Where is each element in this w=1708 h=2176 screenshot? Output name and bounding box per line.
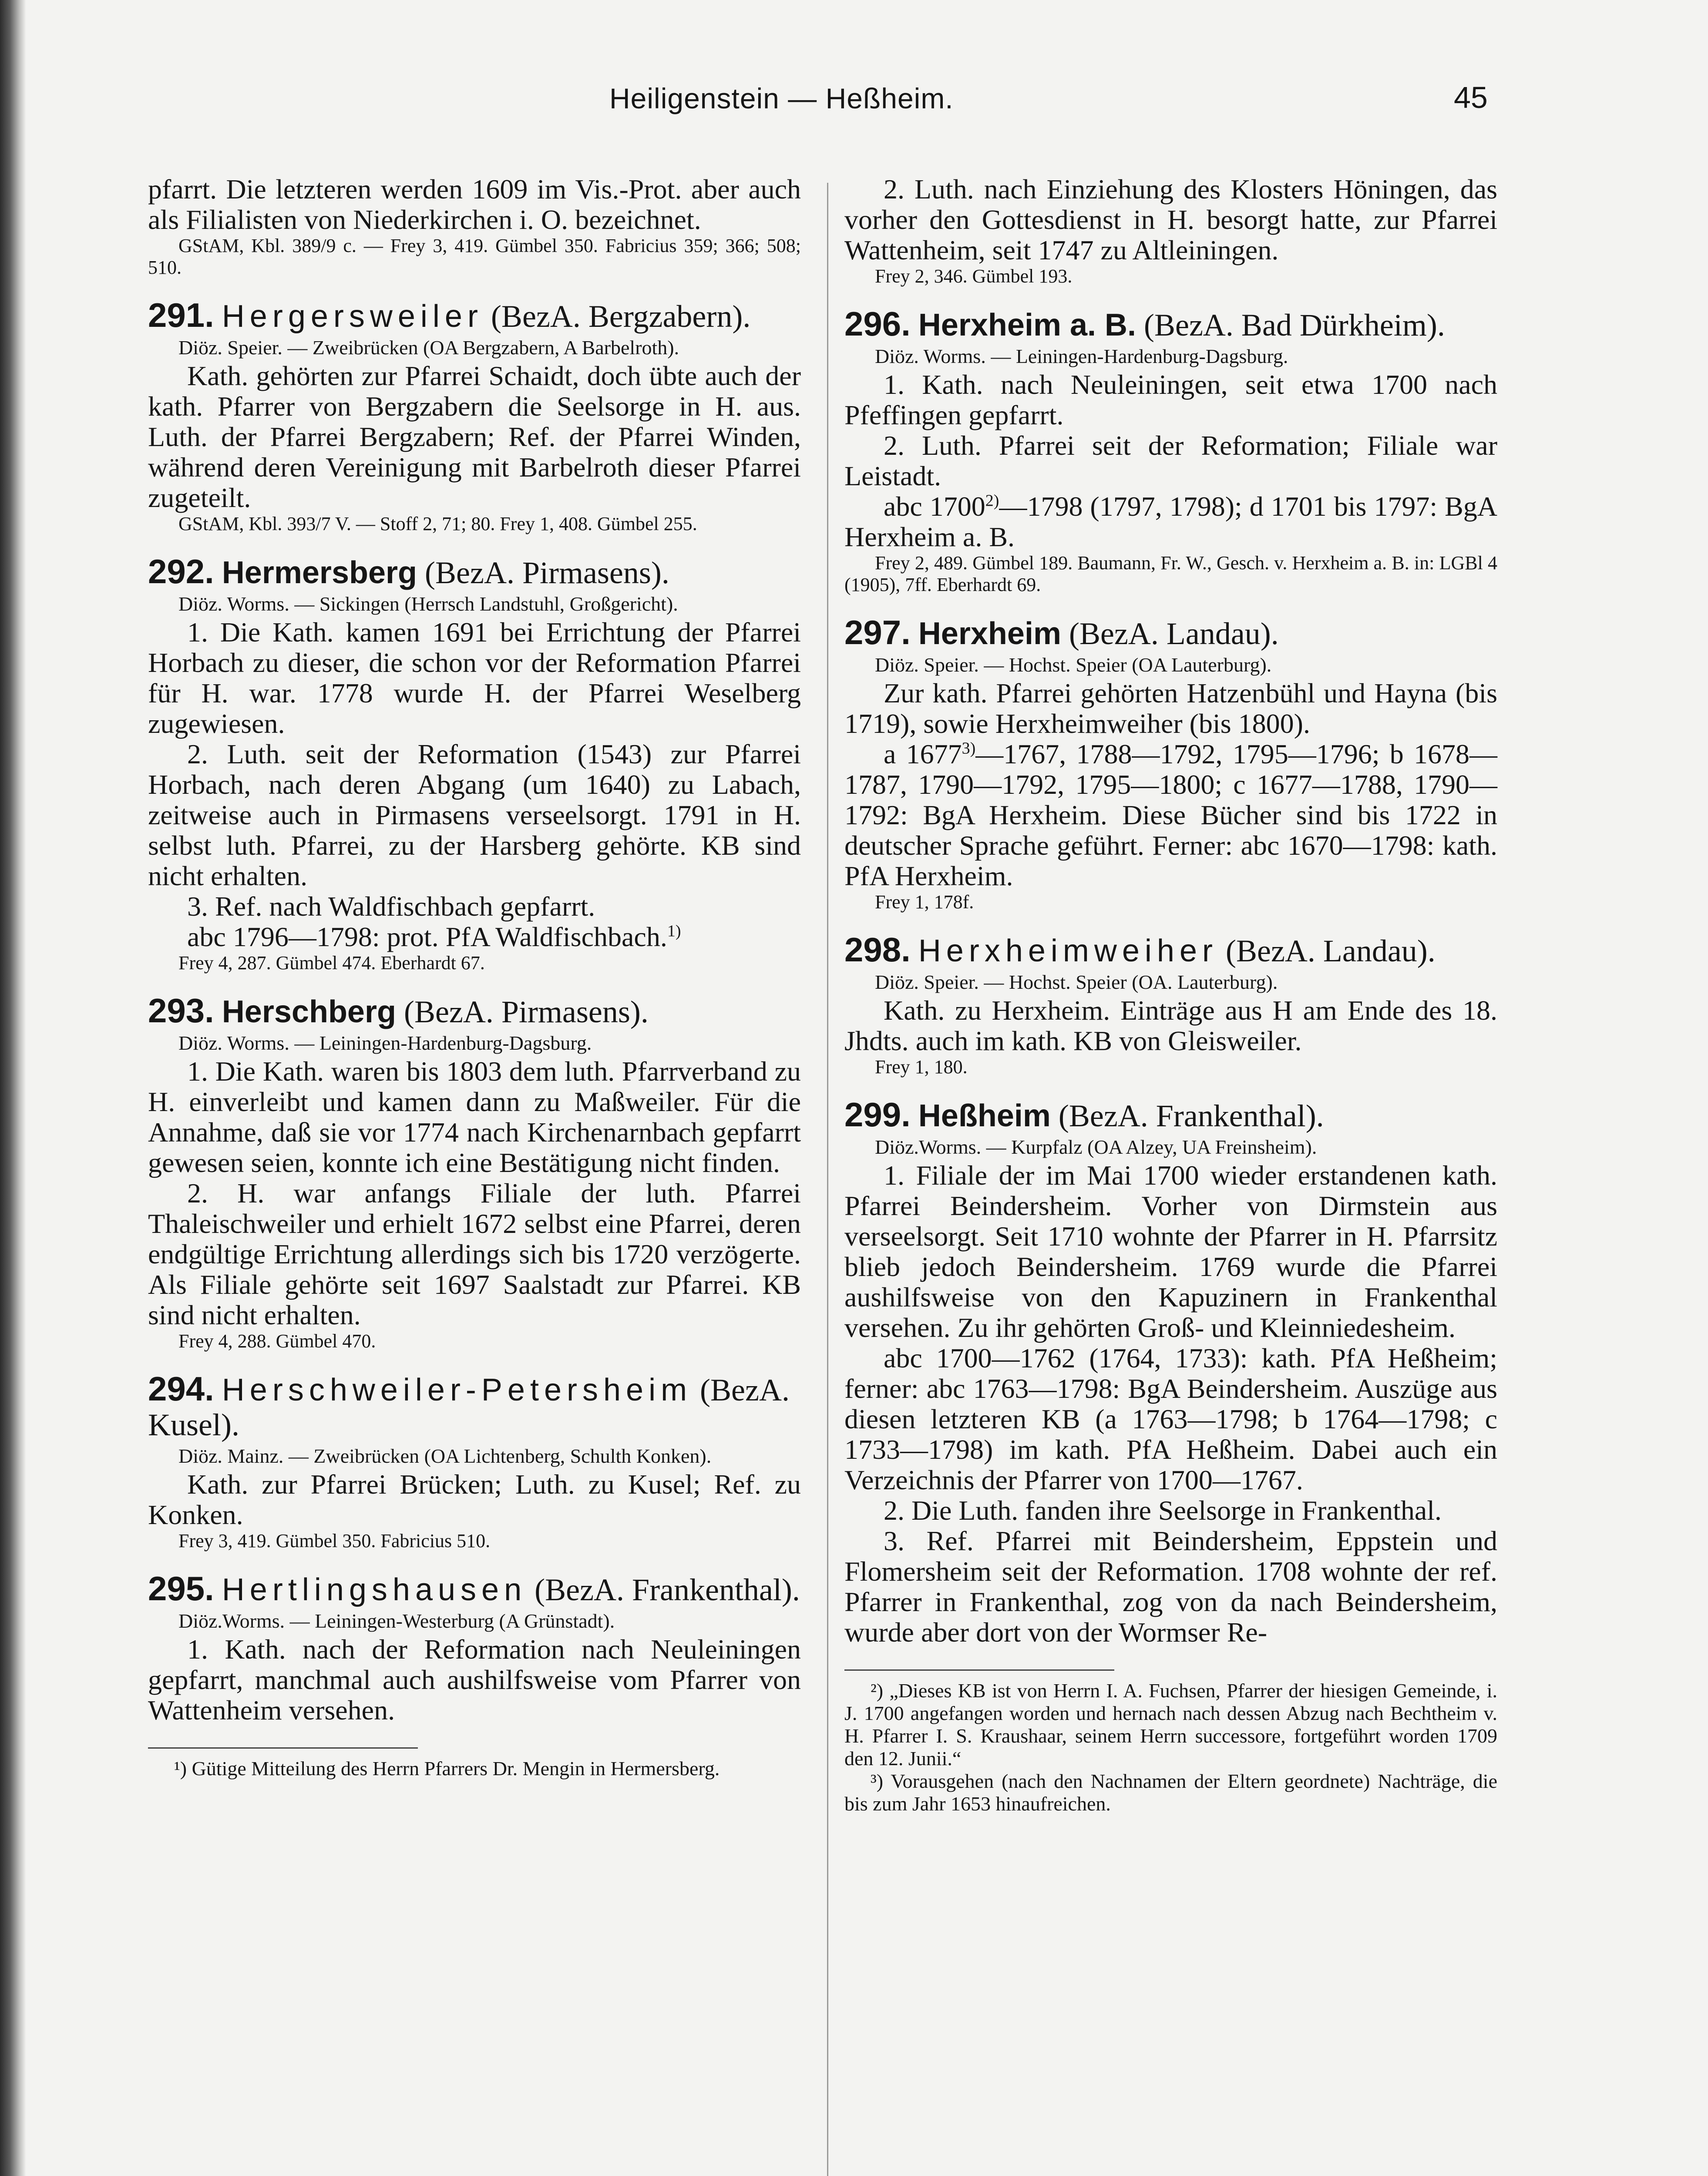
footnote: ³) Vorausgehen (nach den Nachnamen der Eltern geordnete) Nachträge, die bis zum Jahr 1653 hinaufreichen.: [844, 1770, 1497, 1815]
continued-text: pfarrt. Die letzteren werden 1609 im Vis.-Prot. aber auch als Filialisten von Niederkirchen i. O. bezeichnet.: [148, 174, 801, 235]
register-text: a 1677: [884, 739, 962, 769]
source-reference: Frey 4, 288. Gümbel 470.: [178, 1330, 376, 1352]
district: (BezA. Pirmasens).: [403, 994, 649, 1029]
entry-paragraph: 2. Luth. seit der Reformation (1543) zur Pfarrei Horbach, nach deren Abgang (um 1640) zu Labach, zeitweise auch in Pirmasens verseelsorgt. 1791 in H. selbst luth. Pfarrei, zu der Harsberg gehörte. KB sind nicht erhalten.: [148, 739, 801, 891]
source-reference: Frey 2, 346. Gümbel 193.: [875, 265, 1073, 287]
entry-number: 295.: [148, 1569, 214, 1608]
entry-paragraph: 3. Ref. nach Waldfischbach gepfarrt.: [187, 891, 595, 922]
right-column: [844, 174, 1497, 1815]
entry-paragraph: [844, 739, 1497, 891]
source-reference: Frey 3, 419. Gümbel 350. Fabricius 510.: [178, 1530, 491, 1551]
footnote-marker: 2): [985, 491, 999, 510]
footnote-rule: [844, 1669, 1114, 1671]
book-binding-shadow: [0, 0, 26, 2176]
place-name: Hergersweiler: [222, 299, 483, 334]
district: (BezA. Frankenthal).: [535, 1572, 800, 1607]
entry-paragraph: Kath. zur Pfarrei Brücken; Luth. zu Kusel; Ref. zu Konken.: [148, 1469, 801, 1530]
place-name: Hermersberg: [222, 555, 417, 590]
register-text: —1767, 1788—1792, 1795—1796; b 1678—1787, 1790—1792, 1795—1800; c 1677—1788, 1790—1792: BgA Herxheim. Diese Bücher sind bis 1722 in deutscher Sprache geführt. Ferner: abc 1670—1798: kath. PfA Herxheim.: [844, 739, 1498, 891]
entry-paragraph: 1. Filiale der im Mai 1700 wieder erstandenen kath. Pfarrei Beindersheim. Vorher von Dirmstein aus verseelsorgt. Seit 1710 wohnte der Pfarrer in H. Pfarrsitz blieb jedoch Beindersheim. 1769 wurde die Pfarrei aushilfsweise von den Kapuzinern in Frankenthal versehen. Zu ihr gehörten Groß- und Kleinniedesheim.: [844, 1160, 1497, 1343]
source-reference: GStAM, Kbl. 393/7 V. — Stoff 2, 71; 80. Frey 1, 408. Gümbel 255.: [178, 513, 697, 534]
entry-paragraph: Zur kath. Pfarrei gehörten Hatzenbühl und Hayna (bis 1719), sowie Herxheimweiher (bis 1800).: [844, 678, 1497, 739]
entry-heading: [148, 554, 801, 590]
place-name: Hertlingshausen: [222, 1572, 527, 1607]
entry-paragraph: 1. Die Kath. waren bis 1803 dem luth. Pfarrverband zu H. einverleibt und kamen dann zu Maßweiler. Für die Annahme, daß sie vor 1774 nach Kirchenarnbach gepfarrt gewesen seien, konnte ich eine Bestätigung nicht finden.: [148, 1056, 801, 1178]
page-header: [0, 82, 1708, 130]
entry-number: 298.: [844, 930, 911, 969]
place-name: Herxheim: [918, 616, 1061, 651]
entry-heading: [148, 993, 801, 1029]
entry-paragraph: abc 1700—1762 (1764, 1733): kath. PfA Heßheim; ferner: abc 1763—1798: BgA Beindersheim. Auszüge aus diesen letzteren KB (a 1763—1798; b 1764—1798; c 1733—1798) im kath. PfA Heßheim. Dabei auch ein Verzeichnis der Pfarrer von 1700—1767.: [844, 1343, 1497, 1495]
register-text: abc 1796—1798: prot. PfA Waldfischbach.: [187, 921, 667, 952]
diocese-line: Diöz. Worms. — Sickingen (Herrsch Landstuhl, Großgericht).: [178, 593, 678, 615]
page-number: 45: [1454, 81, 1488, 114]
entry-paragraph: 1. Kath. nach der Reformation nach Neuleiningen gepfarrt, manchmal auch aushilfsweise vom Pfarrer von Wattenheim versehen.: [148, 1634, 801, 1726]
left-column: [148, 174, 801, 1780]
entry-heading: [844, 615, 1497, 651]
entry-paragraph: 2. Die Luth. fanden ihre Seelsorge in Frankenthal.: [884, 1495, 1442, 1526]
diocese-line: Diöz. Worms. — Leiningen-Hardenburg-Dagsburg.: [875, 345, 1288, 367]
entry-paragraph: [844, 491, 1497, 552]
diocese-line: Diöz. Worms. — Leiningen-Hardenburg-Dagsburg.: [178, 1032, 592, 1054]
entry-299: [844, 1097, 1497, 1648]
entry-heading: [844, 306, 1497, 343]
footnote: ¹) Gütige Mitteilung des Herrn Pfarrers Dr. Mengin in Hermersberg.: [174, 1757, 720, 1780]
diocese-line: Diöz. Speier. — Zweibrücken (OA Bergzabern, A Barbelroth).: [178, 336, 679, 359]
entry-293: [148, 993, 801, 1352]
diocese-line: Diöz. Speier. — Hochst. Speier (OA. Lauterburg).: [875, 971, 1278, 993]
diocese-line: Diöz.Worms. — Leiningen-Westerburg (A Grünstadt).: [178, 1610, 615, 1632]
entry-heading: [148, 1571, 801, 1607]
diocese-line: Diöz.Worms. — Kurpfalz (OA Alzey, UA Freinsheim).: [875, 1136, 1317, 1158]
diocese-line: Diöz. Mainz. — Zweibrücken (OA Lichtenberg, Schulth Konken).: [178, 1445, 712, 1467]
source-reference: GStAM, Kbl. 389/9 c. — Frey 3, 419. Gümbel 350. Fabricius 359; 366; 508; 510.: [148, 235, 801, 278]
entry-paragraph: 2. H. war anfangs Filiale der luth. Pfarrei Thaleischweiler und erhielt 1672 selbst eine Pfarrei, deren endgültige Errichtung allerdings sich bis 1720 verzögerte. Als Filiale gehörte seit 1697 Saalstadt zur Pfarrei. KB sind nicht erhalten.: [148, 1178, 801, 1330]
entry-number: 293.: [148, 991, 214, 1030]
entry-paragraph: 3. Ref. Pfarrei mit Beindersheim, Eppstein und Flomersheim seit der Reformation. 1708 wohnte der ref. Pfarrer in Frankenthal, zog von da nach Beindersheim, wurde aber dort von der Wormser Re-: [844, 1525, 1497, 1648]
entry-heading: [148, 298, 801, 334]
district: (BezA. Bergzabern).: [491, 299, 751, 334]
entry-heading: [844, 932, 1497, 968]
register-text: abc 1700: [884, 491, 985, 522]
place-name: Herschweiler-Petersheim: [222, 1373, 693, 1407]
entry-number: 297.: [844, 613, 911, 651]
footnote: ²) „Dieses KB ist von Herrn I. A. Fuchsen, Pfarrer der hiesigen Gemeinde, i. J. 1700 angefangen worden und hernach nach dessen Abzug nach Bechtheim v. H. Pfarrer I. S. Kraushaar, seinem Herrn successore, fortgeführt worden 1709 den 12. Junii.“: [844, 1679, 1497, 1770]
district: (BezA. Kusel).: [148, 1373, 790, 1442]
entry-heading: [148, 1371, 801, 1442]
place-name: Herxheimweiher: [918, 934, 1218, 968]
district: (BezA. Landau).: [1225, 934, 1436, 968]
diocese-line: Diöz. Speier. — Hochst. Speier (OA Lauterburg).: [875, 654, 1272, 676]
running-title: Heiligenstein — Heßheim.: [609, 82, 954, 114]
district: (BezA. Bad Dürkheim).: [1144, 308, 1445, 343]
entry-295: [148, 1571, 801, 1726]
footnote-marker: 1): [667, 922, 681, 940]
place-name: Herxheim a. B.: [918, 308, 1136, 343]
entry-297: [844, 615, 1497, 913]
continued-text: 2. Luth. nach Einziehung des Klosters Höningen, das vorher den Gottesdienst in H. besorgt hatte, zur Pfarrei Wattenheim, seit 1747 zu Altleiningen.: [844, 174, 1497, 265]
source-reference: Frey 4, 287. Gümbel 474. Eberhardt 67.: [178, 952, 485, 974]
entry-292: [148, 554, 801, 974]
place-name: Heßheim: [918, 1098, 1051, 1133]
entry-paragraph: 1. Die Kath. kamen 1691 bei Errichtung der Pfarrei Horbach zu dieser, die schon vor der Reformation Pfarrei für H. war. 1778 wurde H. der Pfarrei Weselberg zugewiesen.: [148, 617, 801, 739]
source-reference: Frey 2, 489. Gümbel 189. Baumann, Fr. W., Gesch. v. Herxheim a. B. in: LGBl 4 (1905), 7ff. Eberhardt 69.: [844, 552, 1497, 595]
entry-paragraph: Kath. zu Herxheim. Einträge aus H am Ende des 18. Jhdts. auch im kath. KB von Gleisweiler.: [844, 995, 1497, 1056]
district: (BezA. Pirmasens).: [425, 555, 669, 590]
register-text: —1798 (1797, 1798); d 1701 bis 1797: BgA Herxheim a. B.: [844, 491, 1497, 552]
district: (BezA. Landau).: [1069, 616, 1279, 651]
footnote-marker: 3): [962, 739, 976, 758]
footnote-rule: [148, 1747, 418, 1749]
entry-paragraph: [148, 922, 801, 952]
entry-number: 299.: [844, 1095, 911, 1134]
entry-291: [148, 298, 801, 535]
entry-294: [148, 1371, 801, 1552]
entry-paragraph: 1. Kath. nach Neuleiningen, seit etwa 1700 nach Pfeffingen gepfarrt.: [844, 369, 1497, 430]
entry-paragraph: 2. Luth. Pfarrei seit der Reformation; Filiale war Leistadt.: [844, 430, 1497, 491]
source-reference: Frey 1, 178f.: [875, 891, 974, 913]
entry-heading: [844, 1097, 1497, 1133]
entry-paragraph: Kath. gehörten zur Pfarrei Schaidt, doch übte auch der kath. Pfarrer von Bergzabern die Seelsorge in H. aus. Luth. der Pfarrei Bergzabern; Ref. der Pfarrei Winden, während deren Vereinigung mit Barbelroth dieser Pfarrei zugeteilt.: [148, 360, 801, 513]
district: (BezA. Frankenthal).: [1058, 1098, 1324, 1133]
entry-296: [844, 306, 1497, 596]
source-reference: Frey 1, 180.: [875, 1056, 968, 1078]
entry-number: 291.: [148, 296, 214, 334]
entry-number: 296.: [844, 305, 911, 343]
entry-298: [844, 932, 1497, 1078]
column-divider: [827, 183, 828, 2176]
entry-number: 294.: [148, 1370, 214, 1408]
entry-number: 292.: [148, 552, 214, 591]
place-name: Herschberg: [222, 994, 396, 1029]
